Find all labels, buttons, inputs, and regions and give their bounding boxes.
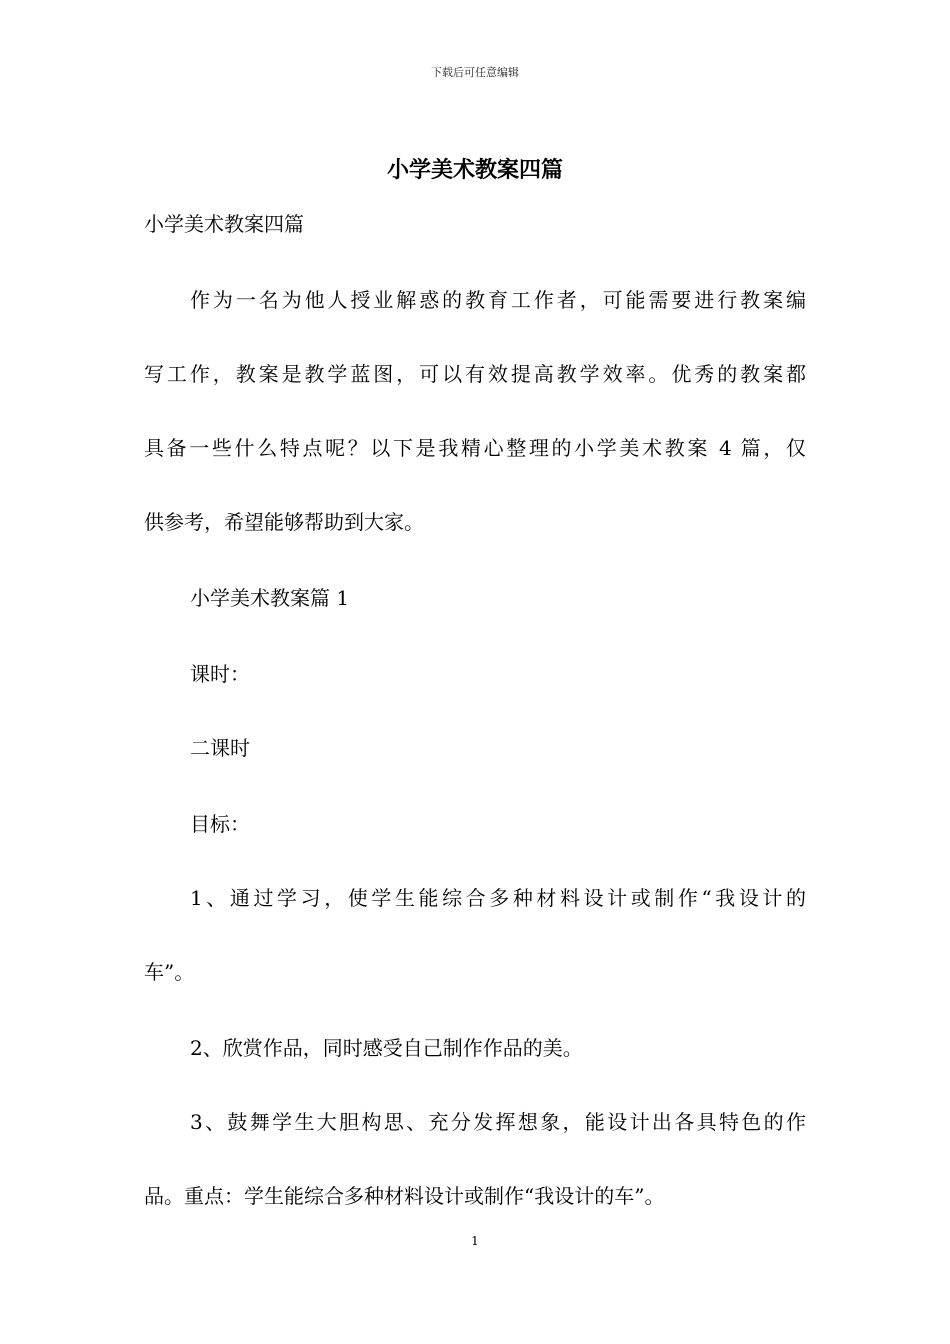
paragraph-line: 车”。 [144,960,195,984]
paragraph-line: 二课时 [190,736,250,760]
paragraph-line: 品。重点：学生能综合多种材料设计或制作“我设计的车”。 [144,1184,665,1208]
document-title: 小学美术教案四篇 [386,157,563,183]
paragraph-line: 2、欣赏作品，同时感受自己制作作品的美。 [190,1036,583,1060]
section-heading: 小学美术教案篇 1 [190,586,350,610]
header-note: 下载后可任意编辑 [431,66,519,79]
paragraph-line: 作为一名为他人授业解惑的教育工作者，可能需要进行教案编 [190,288,806,312]
paragraph-line: 目标： [190,812,250,836]
paragraph-line: 3、鼓舞学生大胆构思、充分发挥想象，能设计出各具特色的作 [190,1110,806,1134]
paragraph-line: 1、通过学习，使学生能综合多种材料设计或制作“我设计的 [190,886,806,910]
paragraph-line: 写工作，教案是教学蓝图，可以有效提高教学效率。优秀的教案都 [144,362,806,386]
paragraph-line: 供参考，希望能够帮助到大家。 [144,510,424,534]
page-number: 1 [471,1234,479,1248]
paragraph-line: 具备一些什么特点呢？以下是我精心整理的小学美术教案 4 篇，仅 [144,436,806,460]
subtitle-line: 小学美术教案四篇 [144,212,304,236]
paragraph-line: 课时： [190,662,250,686]
